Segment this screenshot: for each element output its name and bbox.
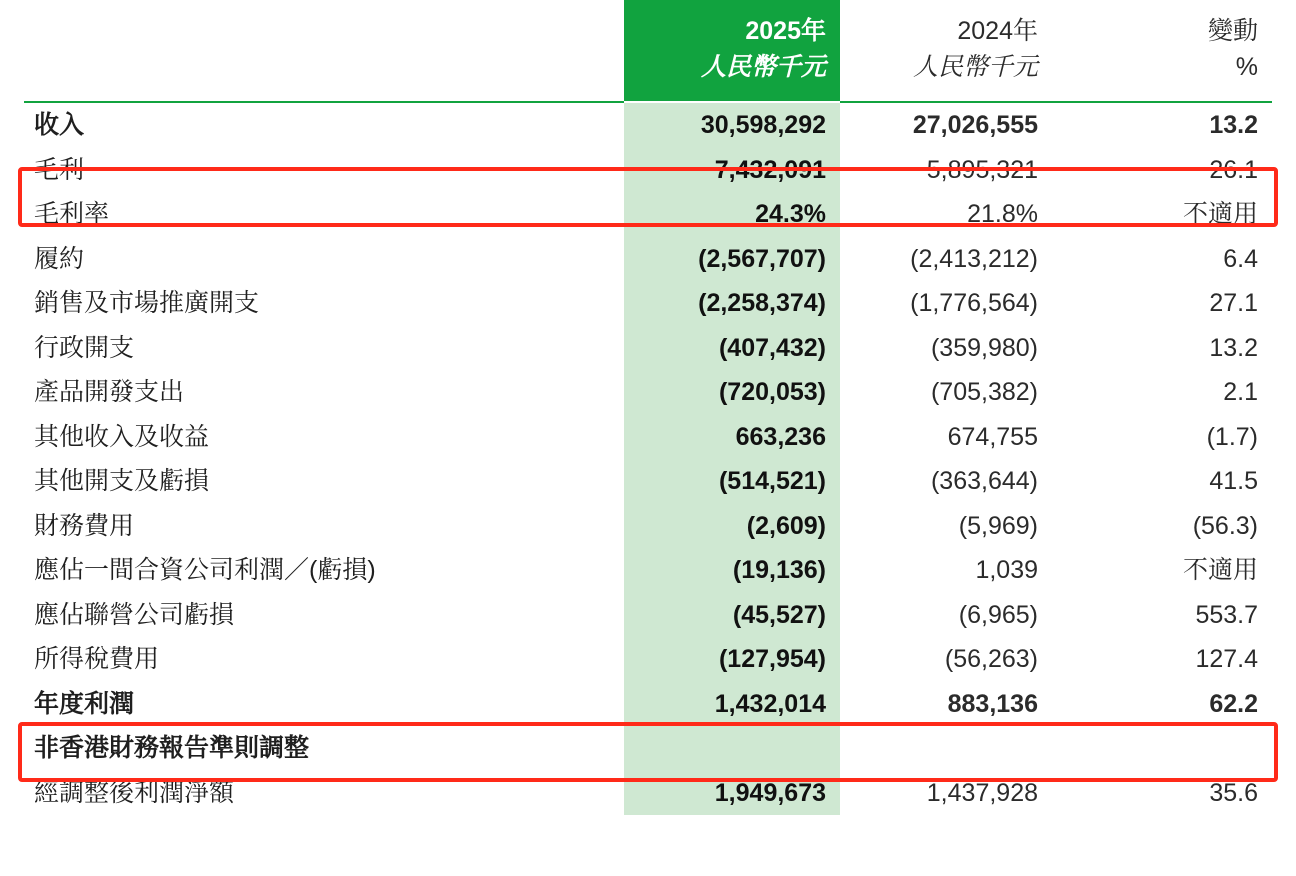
cell-2024: (56,263) xyxy=(944,645,1038,673)
row-label: 年度利潤 xyxy=(34,689,135,718)
row-label: 所得稅費用 xyxy=(34,645,160,673)
row-label: 其他收入及收益 xyxy=(34,422,210,451)
cell-change: 35.6 xyxy=(1209,778,1258,807)
header-year-2024 xyxy=(840,0,1052,101)
cell-2024: 674,755 xyxy=(947,422,1038,451)
row-label: 行政開支 xyxy=(34,333,135,362)
cell-2024: 883,136 xyxy=(947,689,1038,718)
cell-2024: (359,980) xyxy=(930,333,1038,362)
cell-change: (1.7) xyxy=(1206,422,1258,451)
cell-change: 62.2 xyxy=(1209,689,1258,718)
cell-change: 6.4 xyxy=(1223,244,1258,273)
cell-change: 26.1 xyxy=(1209,155,1258,184)
cell-2024: (1,776,564) xyxy=(910,289,1038,317)
cell-2025: (2,258,374) xyxy=(624,281,840,326)
cell-2025: (127,954) xyxy=(624,637,840,682)
header-change xyxy=(1052,0,1272,101)
cell-2025: (514,521) xyxy=(624,459,840,504)
table-row xyxy=(24,237,1272,282)
cell-2025: (407,432) xyxy=(624,326,840,371)
cell-change: 13.2 xyxy=(1209,111,1258,139)
cell-change: 13.2 xyxy=(1209,333,1258,362)
cell-2025: 1,432,014 xyxy=(624,682,840,727)
row-label: 財務費用 xyxy=(34,511,135,540)
cell-2024 xyxy=(840,726,1052,771)
row-label: 毛利率 xyxy=(34,200,110,228)
header-year-2025-line1: 2025年 xyxy=(745,17,826,45)
cell-2025: 24.3% xyxy=(624,192,840,237)
cell-2024: (5,969) xyxy=(958,511,1038,540)
cell-2025: 7,432,091 xyxy=(624,148,840,193)
header-year-2024-line1: 2024年 xyxy=(957,17,1038,45)
table-row xyxy=(24,370,1272,415)
cell-2024: (705,382) xyxy=(930,378,1038,406)
cell-change: 不適用 xyxy=(1182,200,1258,228)
header-year-2024-line2: 人民幣千元 xyxy=(912,52,1038,81)
table-row xyxy=(24,682,1272,727)
table-row xyxy=(24,459,1272,504)
table-header xyxy=(24,0,1272,103)
table-row xyxy=(24,726,1272,771)
cell-2025: (19,136) xyxy=(624,548,840,593)
row-label: 履約 xyxy=(34,244,85,273)
cell-2025: (45,527) xyxy=(624,593,840,638)
cell-change: 2.1 xyxy=(1223,378,1258,406)
cell-2024: 1,437,928 xyxy=(926,778,1038,807)
table-row xyxy=(24,548,1272,593)
row-label: 其他開支及虧損 xyxy=(34,467,210,495)
cell-2024: (2,413,212) xyxy=(910,244,1038,273)
cell-change xyxy=(1052,726,1272,771)
header-change-line2: % xyxy=(1235,52,1258,81)
header-change-line1: 變動 xyxy=(1207,17,1258,45)
row-label: 非香港財務報告準則調整 xyxy=(34,734,310,762)
cell-2024: (363,644) xyxy=(930,467,1038,495)
table-row xyxy=(24,326,1272,371)
cell-2024: 5,895,321 xyxy=(926,155,1038,184)
cell-change: 41.5 xyxy=(1209,467,1258,495)
table-body xyxy=(24,103,1272,815)
cell-2025: 30,598,292 xyxy=(624,103,840,148)
row-label: 經調整後利潤淨額 xyxy=(34,778,235,807)
cell-change: (56.3) xyxy=(1192,511,1258,540)
table-row xyxy=(24,148,1272,193)
cell-2024: 21.8% xyxy=(967,200,1038,228)
row-label: 應佔聯營公司虧損 xyxy=(34,600,235,629)
cell-change: 27.1 xyxy=(1209,289,1258,317)
header-year-2025-line2: 人民幣千元 xyxy=(700,52,826,81)
table-row xyxy=(24,504,1272,549)
header-label-blank xyxy=(24,0,624,101)
table-row xyxy=(24,593,1272,638)
cell-change: 553.7 xyxy=(1195,600,1258,629)
table-row xyxy=(24,415,1272,460)
cell-2024: 27,026,555 xyxy=(912,111,1038,139)
cell-change: 127.4 xyxy=(1195,645,1258,673)
row-label: 應佔一間合資公司利潤／(虧損) xyxy=(34,556,376,584)
cell-2025: (2,609) xyxy=(624,504,840,549)
table-row xyxy=(24,281,1272,326)
cell-2025: 1,949,673 xyxy=(624,771,840,816)
table-row xyxy=(24,771,1272,816)
row-label: 產品開發支出 xyxy=(34,378,185,406)
header-year-2025 xyxy=(624,0,840,101)
cell-2025: 663,236 xyxy=(624,415,840,460)
cell-2024: 1,039 xyxy=(975,556,1038,584)
row-label: 收入 xyxy=(34,111,85,139)
cell-change: 不適用 xyxy=(1182,556,1258,584)
row-label: 毛利 xyxy=(34,155,85,184)
cell-2024: (6,965) xyxy=(958,600,1038,629)
table-row xyxy=(24,192,1272,237)
cell-2025: (2,567,707) xyxy=(624,237,840,282)
row-label: 銷售及市場推廣開支 xyxy=(34,289,260,317)
table-row xyxy=(24,637,1272,682)
cell-2025: (720,053) xyxy=(624,370,840,415)
cell-2025 xyxy=(624,726,840,771)
financial-summary-table xyxy=(24,0,1272,815)
table-row xyxy=(24,103,1272,148)
